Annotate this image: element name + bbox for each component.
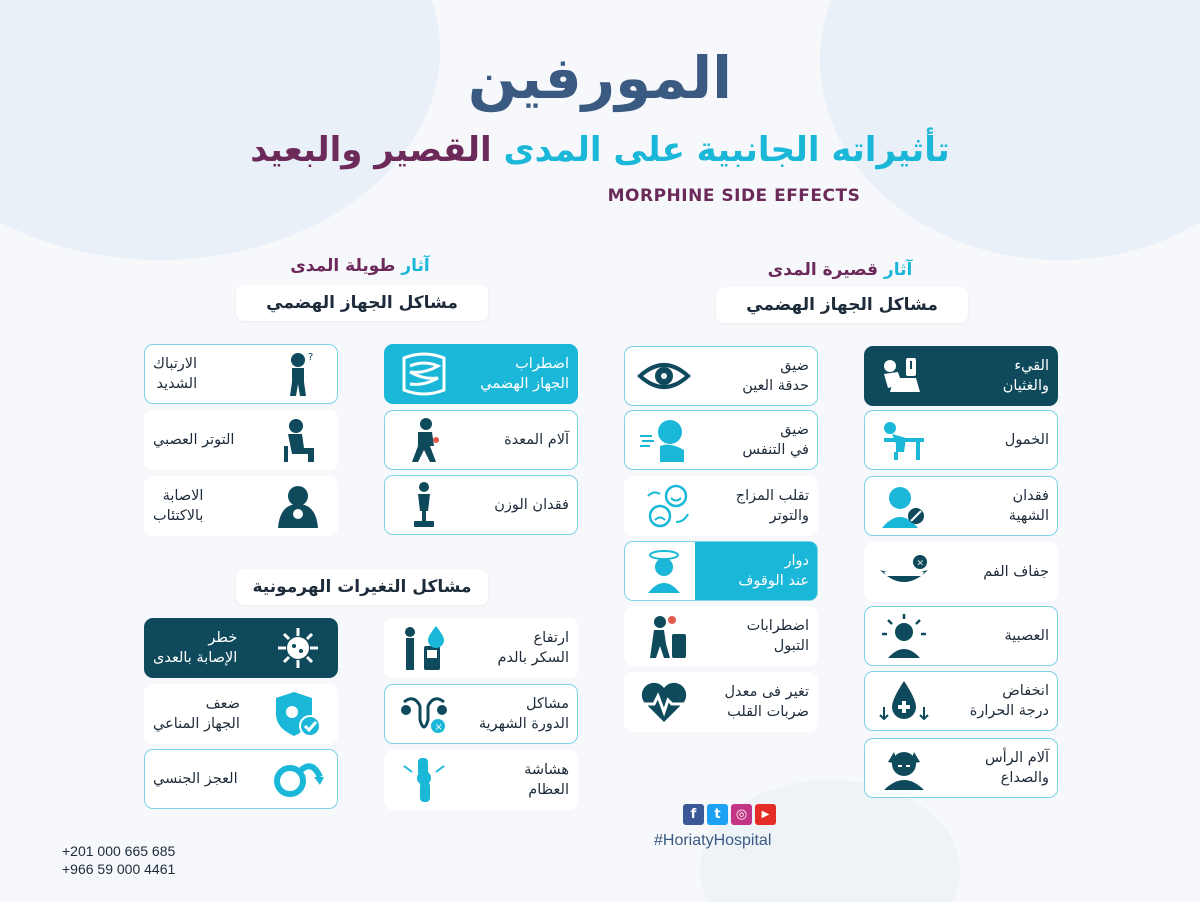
dizziness-icon <box>629 546 699 596</box>
page-subtitle <box>0 130 1200 170</box>
facebook-icon[interactable]: f <box>683 804 704 825</box>
card-label: العصبية <box>1004 628 1049 644</box>
card-label: جفاف الفم <box>983 564 1049 580</box>
card-immunity <box>144 684 338 744</box>
card-impotence <box>144 749 338 809</box>
card-depression <box>144 476 338 536</box>
hashtag[interactable]: #HoriatyHospital <box>654 832 772 849</box>
card-label: آلام المعدة <box>504 432 569 448</box>
svg-text:×: × <box>916 558 925 569</box>
card-eye <box>624 346 818 406</box>
card-stress <box>144 410 338 470</box>
card-label: دوار عند الوقوف <box>738 553 809 589</box>
card-label: آلام الرأس والصداع <box>984 750 1049 786</box>
heart-rate-icon <box>629 677 699 727</box>
immunity-shield-icon <box>263 689 333 739</box>
card-label: القيء والغثيان <box>1002 358 1049 394</box>
menstrual-icon <box>389 689 459 739</box>
phone-number[interactable]: +201 000 665 685 <box>62 843 176 859</box>
card-label: التوتر العصبي <box>153 432 235 448</box>
blood-sugar-icon <box>389 623 459 673</box>
weight-loss-icon <box>389 480 459 530</box>
appetite-loss-icon <box>869 481 939 531</box>
english-title: MORPHINE SIDE EFFECTS <box>607 186 861 206</box>
urination-icon <box>629 611 699 661</box>
card-label: هشاشة العظام <box>524 762 569 798</box>
card-label: ضيق حدقة العين <box>742 358 809 394</box>
instagram-icon[interactable]: ◎ <box>731 804 752 825</box>
intestine-icon <box>389 349 459 399</box>
dry-mouth-icon <box>869 547 939 597</box>
youtube-icon[interactable]: ▶ <box>755 804 776 825</box>
page-title: المورفين <box>467 44 733 112</box>
card-weight-loss <box>384 475 578 535</box>
male-symbol-icon <box>263 754 333 804</box>
card-dry-mouth <box>864 542 1058 602</box>
mood-swing-icon <box>629 481 699 531</box>
card-mood-swing <box>624 476 818 536</box>
card-label: خطر الإصابة بالعدى <box>153 630 238 666</box>
card-blood-sugar <box>384 618 578 678</box>
lethargy-icon <box>869 415 939 465</box>
card-label: ضيق في التنفس <box>742 422 809 458</box>
card-dizziness <box>624 541 818 601</box>
stomach-pain-icon <box>389 415 459 465</box>
card-lethargy <box>864 410 1058 470</box>
virus-icon <box>263 623 333 673</box>
card-label: تقلب المزاج والتوتر <box>735 488 809 524</box>
subtitle-accent: تأثيراته الجانبية على المدى <box>491 130 950 170</box>
subtitle-dark: القصير والبعيد <box>250 130 492 170</box>
card-bone <box>384 750 578 810</box>
svg-text:×: × <box>434 722 443 733</box>
depression-icon <box>263 481 333 531</box>
card-label: العجز الجنسي <box>153 771 238 787</box>
vomiting-icon <box>869 351 939 401</box>
card-label: مشاكل الدورة الشهرية <box>478 696 569 732</box>
card-breathing <box>624 410 818 470</box>
card-low-temperature <box>864 671 1058 731</box>
card-label: تغير فى معدل ضربات القلب <box>724 684 809 720</box>
stress-icon <box>263 415 333 465</box>
long-term-heading: آثار طويلة المدى <box>290 256 430 276</box>
svg-text:?: ? <box>308 352 314 363</box>
social-links <box>683 804 776 825</box>
card-label: اضطراب الجهاز الهضمي <box>480 356 569 392</box>
card-label: الخمول <box>1004 432 1049 448</box>
card-label: فقدان الوزن <box>494 497 569 513</box>
card-label: اضطرابات التبول <box>746 618 809 654</box>
card-confusion <box>144 344 338 404</box>
card-label: ضعف الجهاز المناعي <box>153 696 240 732</box>
card-label: انخفاض درجة الحرارة <box>969 683 1049 719</box>
short-term-heading: آثار قصيرة المدى <box>767 260 913 280</box>
bone-icon <box>389 755 459 805</box>
card-infection-risk <box>144 618 338 678</box>
eye-icon <box>629 351 699 401</box>
confusion-icon <box>263 349 333 399</box>
breathing-icon <box>629 415 699 465</box>
hormonal-section: مشاكل التغيرات الهرمونية <box>236 569 488 605</box>
twitter-icon[interactable]: t <box>707 804 728 825</box>
headache-icon <box>869 743 939 793</box>
card-heart-rate <box>624 672 818 732</box>
card-label: الاصابة بالاكتئاب <box>153 488 204 524</box>
card-vomiting <box>864 346 1058 406</box>
nervousness-icon <box>869 611 939 661</box>
phone-number[interactable]: +966 59 000 4461 <box>62 861 176 877</box>
card-label: ارتفاع السكر بالدم <box>497 630 569 666</box>
card-appetite-loss <box>864 476 1058 536</box>
long-term-digestive-section: مشاكل الجهاز الهضمي <box>236 285 488 321</box>
card-nervousness <box>864 606 1058 666</box>
short-term-digestive-section: مشاكل الجهاز الهضمي <box>716 287 968 323</box>
card-urination <box>624 606 818 666</box>
low-temperature-icon <box>869 676 939 726</box>
card-label: الارتباك الشديد <box>153 356 198 392</box>
card-headache <box>864 738 1058 798</box>
card-stomach-pain <box>384 410 578 470</box>
card-digestive-disorder <box>384 344 578 404</box>
card-label: فقدان الشهية <box>1008 488 1049 524</box>
card-menstrual <box>384 684 578 744</box>
